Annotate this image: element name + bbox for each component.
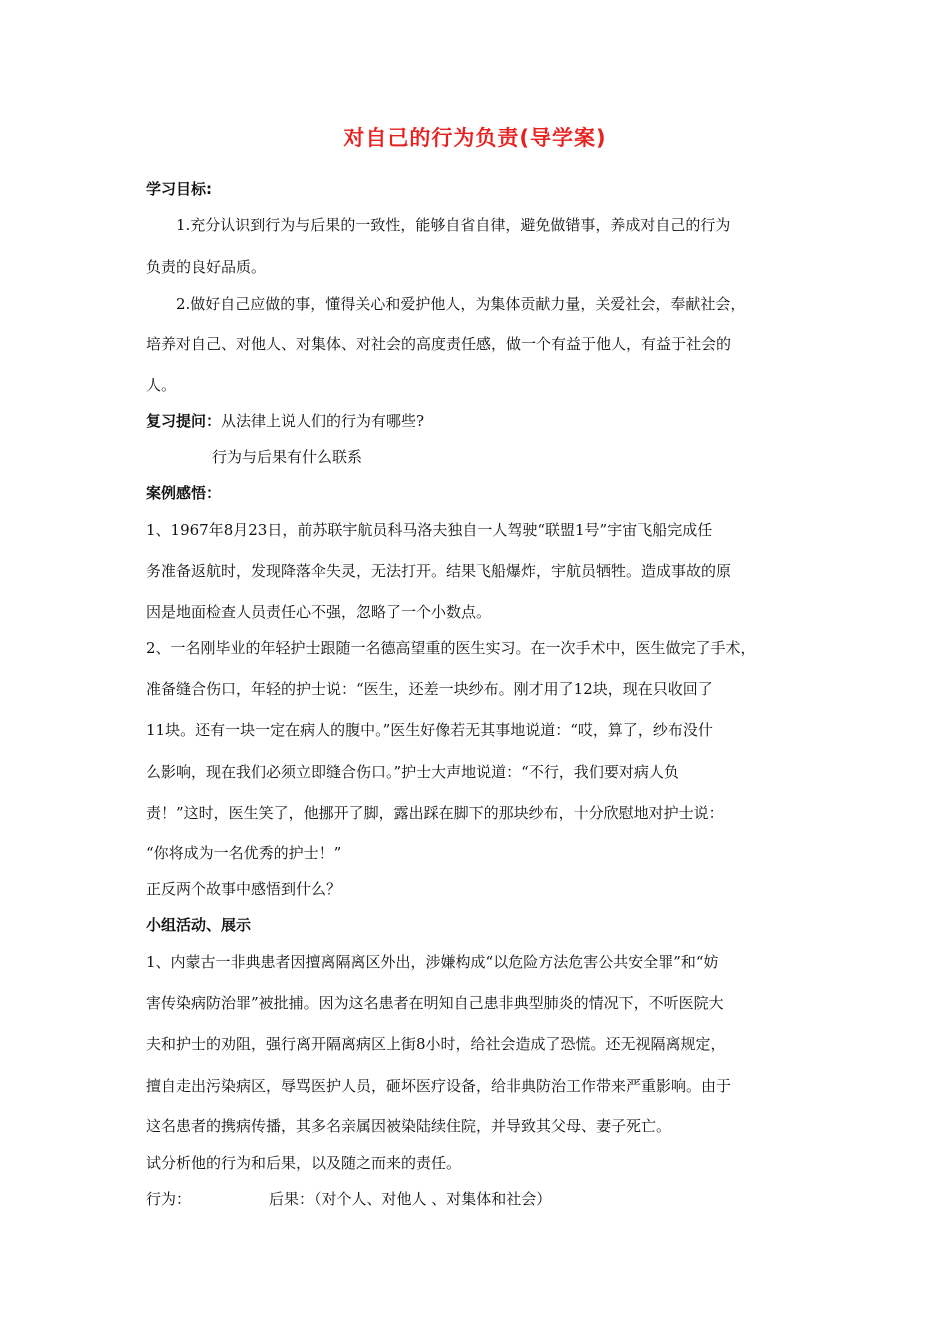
document-title: 对自己的行为负责(导学案): [343, 126, 607, 150]
review-question-2: 行为与后果有什么联系: [212, 448, 363, 466]
group-heading: 小组活动、展示: [146, 916, 252, 934]
review-heading: 复习提问：: [146, 412, 222, 430]
behavior-label: 行为：: [146, 1190, 192, 1208]
group-case-line: 擅自走出污染病区，辱骂医护人员，砸坏医疗设备，给非典防治工作带来严重影响。由于: [146, 1077, 732, 1095]
review-line: [146, 410, 836, 431]
objective-2-line-3: 人。: [146, 376, 177, 394]
case-2-line: 责！”这时，医生笑了，他挪开了脚，露出踩在脚下的那块纱布，十分欣慰地对护士说：: [146, 804, 724, 822]
case-1-line: 务准备返航时，发现降落伞失灵，无法打开。结果飞船爆炸，宇航员牺牲。造成事故的原: [146, 562, 732, 580]
objective-2-line-1: 2.做好自己应做的事，懂得关心和爱护他人，为集体贡献力量，关爱社会，奉献社会，: [176, 295, 746, 313]
objective-1-line-2: 负责的良好品质。: [146, 258, 267, 276]
case-1-line: 因是地面检查人员责任心不强，忽略了一个小数点。: [146, 603, 492, 621]
case-2-line: 么影响，现在我们必须立即缝合伤口。”护士大声地说道：“不行，我们要对病人负: [146, 763, 679, 781]
cases-question: 正反两个故事中感悟到什么？: [146, 880, 342, 898]
group-task: 试分析他的行为和后果，以及随之而来的责任。: [146, 1154, 462, 1172]
objectives-heading: 学习目标:: [146, 180, 212, 198]
group-case-line: 1、内蒙古一非典患者因擅离隔离区外出，涉嫌构成“以危险方法危害公共安全罪”和“妨: [146, 953, 719, 971]
consequence-label: 后果：（对个人、对他人 、对集体和社会）: [269, 1190, 552, 1208]
group-case-line: 这名患者的携病传播，其多名亲属因被染陆续住院，并导致其父母、妻子死亡。: [146, 1117, 672, 1135]
case-2-line: 11块。还有一块一定在病人的腹中。”医生好像若无其事地说道：“哎，算了，纱布没什: [146, 721, 713, 739]
case-2-line: “你将成为一名优秀的护士！”: [146, 844, 342, 862]
case-1-line: 1、1967年8月23日，前苏联宇航员科马洛夫独自一人驾驶“联盟1号”宇宙飞船完成任: [146, 521, 713, 539]
case-2-line: 2、一名刚毕业的年轻护士跟随一名德高望重的医生实习。在一次手术中，医生做完了手术，: [146, 639, 756, 657]
cases-heading: 案例感悟：: [146, 484, 222, 502]
answer-labels-line: [146, 1188, 836, 1209]
group-case-line: 害传染病防治罪”被批捕。因为这名患者在明知自己患非典型肺炎的情况下，不听医院大: [146, 994, 724, 1012]
group-case-line: 夫和护士的劝阻，强行离开隔离病区上街8小时，给社会造成了恐慌。还无视隔离规定，: [146, 1035, 726, 1053]
case-2-line: 准备缝合伤口，年轻的护士说：“医生，还差一块纱布。刚才用了12块，现在只收回了: [146, 680, 713, 698]
objective-1-line-1: 1.充分认识到行为与后果的一致性，能够自省自律，避免做错事，养成对自己的行为: [176, 216, 731, 234]
objective-2-line-2: 培养对自己、对他人、对集体、对社会的高度责任感，做一个有益于他人，有益于社会的: [146, 335, 732, 353]
review-question-1: 从法律上说人们的行为有哪些?: [221, 412, 425, 430]
